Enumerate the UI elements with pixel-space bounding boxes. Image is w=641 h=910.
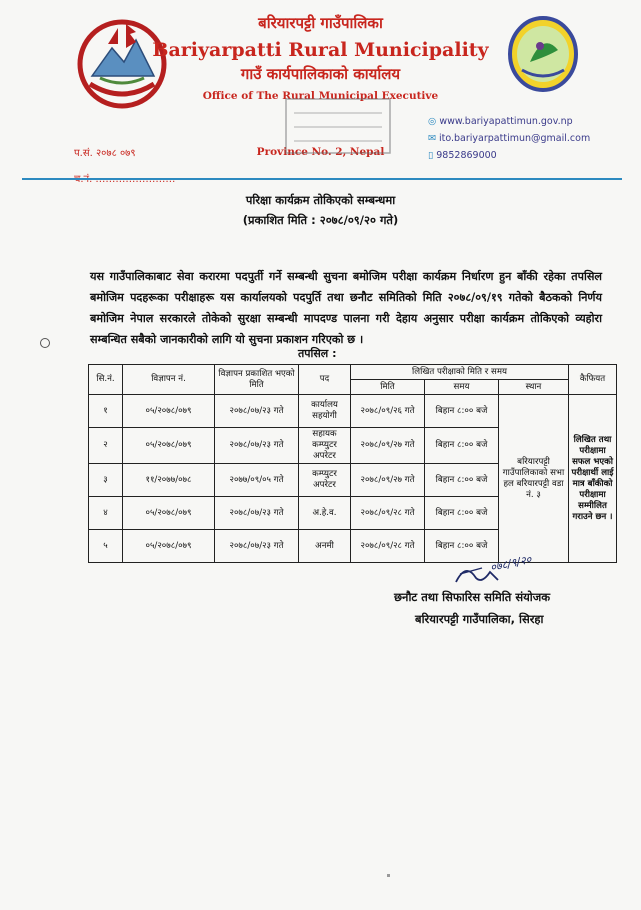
cell-time: बिहान ८:०० बजे: [425, 497, 499, 530]
cell-post: अनमी: [299, 530, 351, 563]
cell-ad-date: २०७७/०९/०५ गते: [215, 464, 299, 497]
cell-time: बिहान ८:०० बजे: [425, 464, 499, 497]
cell-remarks: लिखित तथा परीक्षामा सफल भएको परीक्षार्थी लाई मात्र बाँकीको परीक्षामा सम्मीलित गराउने छन ।: [569, 395, 617, 563]
municipality-name-nepali: बरियारपट्टी गाउँपालिका: [258, 14, 383, 32]
email-text: ito.bariyarpattimun@gmail.com: [439, 133, 591, 144]
dispatch-stamp: [282, 95, 394, 157]
notice-paragraph: यस गाउँपालिकाबाट सेवा करारमा पदपुर्ती गर्ने सम्बन्धी सुचना बमोजिम परीक्षा कार्यक्रम निर्धारण हुन बाँकी रहेका तपसिल बमोजिम पदहरूका परीक्षाहरू यस कार्यालयको पदपुर्ति तथा छनौट समितिको मिति २०७८/०९/१९ गतेको बैठकको निर्णय बमोजिम नेपाल सरकारले तोकेको सुरक्षा सम्बन्धी मापदण्ड पालना गरी देहाय अनुसार परीक्षा कार्यक्रम तोकिएको व्यहोरा सम्बन्धित सबैको जानकारीको लागि यो सुचना प्रकाशन गरिएको छ ।: [90, 270, 602, 346]
cell-sn: ४: [89, 497, 123, 530]
cell-date: २०७८/०९/२७ गते: [351, 428, 425, 464]
cell-post: सहायक कम्प्युटर अपरेटर: [299, 428, 351, 464]
header-exam-group: लिखित परीक्षाको मिति र समय: [351, 365, 569, 380]
subject-title: परिक्षा कार्यक्रम तोकिएको सम्बन्धमा: [245, 193, 396, 207]
table-header-row: [89, 365, 617, 380]
cell-ad-date: २०७८/०७/२३ गते: [215, 530, 299, 563]
header-remarks: कैफियत: [569, 365, 617, 395]
cell-ad-no: ०५/२०७८/०७९: [123, 428, 215, 464]
header-ad-no: विज्ञापन नं.: [123, 365, 215, 395]
header-divider: [22, 178, 622, 180]
publish-date: (प्रकाशित मिति : २०७८/०९/२० गते): [242, 213, 399, 227]
cell-ad-no: ०५/२०७८/०७९: [123, 497, 215, 530]
signatory-title: छनौट तथा सिफारिस समिति संयोजक: [394, 590, 551, 604]
cell-ad-no: ०५/२०७८/०७९: [123, 395, 215, 428]
cell-time: बिहान ८:०० बजे: [425, 530, 499, 563]
reference-number: प.सं. २०७८ ०७९: [74, 148, 136, 159]
cell-date: २०७८/०९/२८ गते: [351, 497, 425, 530]
cell-ad-date: २०७८/०७/२३ गते: [215, 497, 299, 530]
phone-icon: ▯: [428, 150, 434, 161]
header-ad-date: विज्ञापन प्रकाशित भएको मिति: [215, 365, 299, 395]
globe-icon: ◎: [428, 116, 437, 127]
cell-ad-date: २०७८/०७/२३ गते: [215, 395, 299, 428]
cell-ad-date: २०७८/०७/२३ गते: [215, 428, 299, 464]
scan-speck: [387, 874, 390, 877]
header-place: स्थान: [499, 380, 569, 395]
website-text: www.bariyapattimun.gov.np: [439, 116, 573, 127]
cell-ad-no: ०५/२०७८/०७९: [123, 530, 215, 563]
cell-sn: ३: [89, 464, 123, 497]
cell-sn: २: [89, 428, 123, 464]
email-icon: ✉: [428, 133, 436, 144]
phone-text: 9852869000: [436, 150, 497, 161]
schedule-label: तपसिल :: [298, 347, 337, 360]
exam-schedule-table: [88, 364, 617, 563]
cell-post: कम्प्युटर अपरेटर: [299, 464, 351, 497]
office-name-english: Office of The Rural Municipal Executive: [202, 90, 439, 102]
cell-post: अ.हे.व.: [299, 497, 351, 530]
header-post: पद: [299, 365, 351, 395]
office-name-nepali: गाउँ कार्यपालिकाको कार्यालय: [240, 65, 401, 83]
cell-ad-no: ११/२०७७/०७८: [123, 464, 215, 497]
header-sn: सि.नं.: [89, 365, 123, 395]
province-label: Province No. 2, Nepal: [256, 146, 385, 158]
cell-sn: १: [89, 395, 123, 428]
phone-row: [428, 150, 497, 161]
municipality-name-english: Bariyarpatti Rural Municipality: [152, 39, 489, 61]
header-date: मिति: [351, 380, 425, 395]
cell-time: बिहान ८:०० बजे: [425, 428, 499, 464]
cell-post: कार्यालय सहयोगी: [299, 395, 351, 428]
punch-hole-mark: [40, 338, 50, 348]
cell-sn: ५: [89, 530, 123, 563]
signature-date: ०७८/९/२०: [489, 552, 533, 575]
cell-date: २०७८/०९/२८ गते: [351, 530, 425, 563]
email-row: [428, 133, 590, 144]
signatory-organization: बरियारपट्टी गाउँपालिका, सिरहा: [415, 612, 544, 626]
website-row: [428, 116, 573, 127]
cell-date: २०७८/०९/२७ गते: [351, 464, 425, 497]
cell-time: बिहान ८:०० बजे: [425, 395, 499, 428]
table-row: [89, 395, 617, 428]
cell-place: बरियारपट्टी गाउँपालिकाको सभा हल बरियारपट्टी वडा नं. ३: [499, 395, 569, 563]
header-time: समय: [425, 380, 499, 395]
cell-date: २०७८/०९/२६ गते: [351, 395, 425, 428]
